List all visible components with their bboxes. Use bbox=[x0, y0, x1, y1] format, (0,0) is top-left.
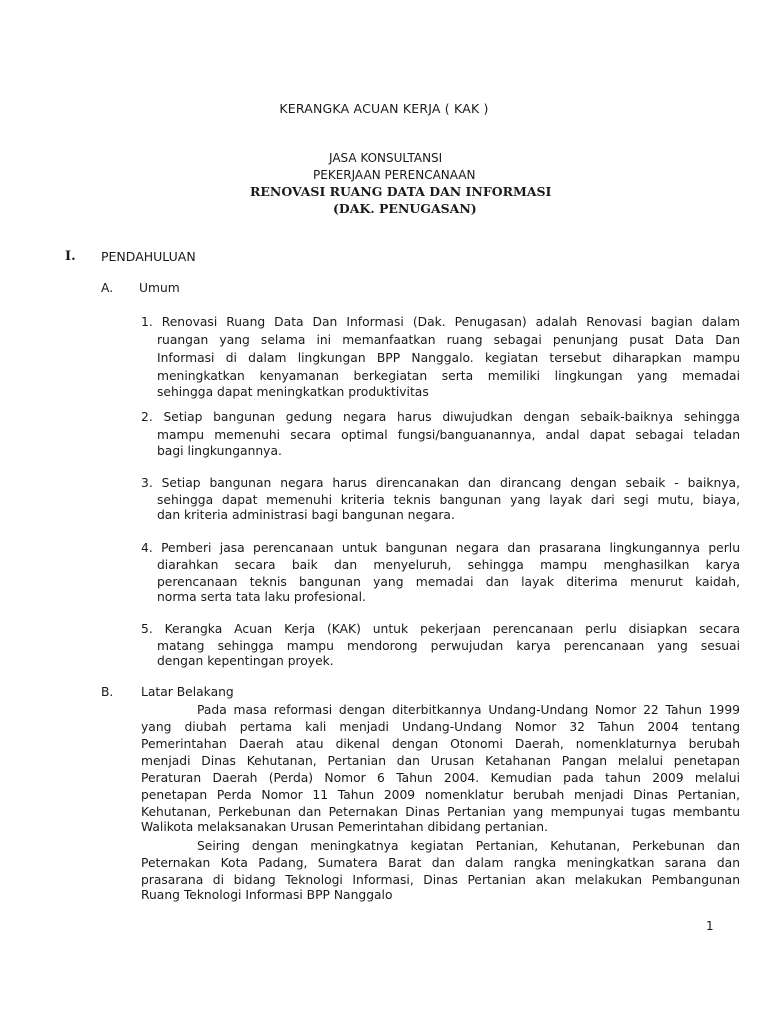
paragraph-line: Pada masa reformasi dengan diterbitkannya Undang-Undang Nomor 22 Tahun 1999 bbox=[197, 703, 740, 717]
list-item-5-line: matang sehingga mampu mendorong perwujudan karya perencanaan yang sesuai bbox=[157, 639, 740, 653]
section-number: I. bbox=[65, 249, 76, 264]
paragraph-line: Peternakan Kota Padang, Sumatera Barat dan dalam rangka meningkatkan sarana dan bbox=[141, 856, 740, 870]
subsection-letter-b: B. bbox=[101, 685, 114, 699]
list-item-4-line: diarahkan secara baik dan menyeluruh, sehingga mampu menghasilkan karya bbox=[157, 558, 740, 572]
paragraph-line: Seiring dengan meningkatnya kegiatan Pertanian, Kehutanan, Perkebunan dan bbox=[197, 839, 740, 853]
subtitle-renovasi: RENOVASI RUANG DATA DAN INFORMASI bbox=[250, 184, 552, 199]
subsection-title-umum: Umum bbox=[139, 281, 180, 295]
paragraph-line: prasarana di bidang Teknologi Informasi, Dinas Pertanian akan melakukan Pembangunan bbox=[141, 873, 740, 887]
list-item-1-line: sehingga dapat meningkatkan produktivitas bbox=[157, 385, 429, 399]
list-item-2-line: mampu memenuhi secara optimal fungsi/banguanannya, andal dapat sebagai teladan bbox=[157, 428, 740, 442]
list-item-3-line: 3. Setiap bangunan negara harus direncanakan dan dirancang dengan sebaik - baiknya, bbox=[141, 476, 740, 490]
paragraph-line: Ruang Teknologi Informasi BPP Nanggalo bbox=[141, 888, 393, 902]
paragraph-line: Walikota melaksanakan Urusan Pemerintahan dibidang pertanian. bbox=[141, 820, 549, 834]
list-item-3-line: dan kriteria administrasi bagi bangunan negara. bbox=[157, 508, 455, 522]
list-item-2-line: bagi lingkungannya. bbox=[157, 444, 282, 458]
subtitle-pekerjaan: PEKERJAAN PERENCANAAN bbox=[313, 168, 476, 182]
list-item-1-line: meningkatkan kenyamanan berkegiatan serta memiliki lingkungan yang memadai bbox=[157, 369, 740, 383]
paragraph-line: Kehutanan, Perkebunan dan Peternakan Dinas Pertanian yang mempunyai tugas membantu bbox=[141, 805, 740, 819]
subtitle-dak: (DAK. PENUGASAN) bbox=[333, 201, 477, 216]
list-item-1-line: 1. Renovasi Ruang Data Dan Informasi (Dak. Penugasan) adalah Renovasi bagian dalam bbox=[141, 315, 740, 329]
list-item-2-line: 2. Setiap bangunan gedung negara harus diwujudkan dengan sebaik-baiknya sehingga bbox=[141, 410, 740, 424]
list-item-4-line: 4. Pemberi jasa perencanaan untuk bangunan negara dan prasarana lingkungannya perlu bbox=[141, 541, 740, 555]
paragraph-line: yang diubah pertama kali menjadi Undang-Undang Nomor 32 Tahun 2004 tentang bbox=[141, 720, 740, 734]
list-item-5-line: dengan kepentingan proyek. bbox=[157, 654, 334, 668]
subsection-title-latar-belakang: Latar Belakang bbox=[141, 685, 234, 699]
paragraph-line: menjadi Dinas Kehutanan, Pertanian dan Urusan Ketahanan Pangan melalui penetapan bbox=[141, 754, 740, 768]
list-item-1-line: Informasi di dalam lingkungan BPP Nanggalo. kegiatan tersebut diharapkan mampu bbox=[157, 351, 740, 365]
subsection-letter-a: A. bbox=[101, 281, 114, 295]
list-item-3-line: sehingga dapat memenuhi kriteria teknis bangunan yang layak dari segi mutu, biaya, bbox=[157, 493, 740, 507]
list-item-1-line: ruangan yang selama ini memanfaatkan ruang sebagai penunjang pusat Data Dan bbox=[157, 333, 740, 347]
subtitle-jasa: JASA KONSULTANSI bbox=[329, 151, 443, 165]
document-title: KERANGKA ACUAN KERJA ( KAK ) bbox=[279, 101, 489, 116]
paragraph-line: penetapan Perda Nomor 11 Tahun 2009 nomenklatur berubah menjadi Dinas Pertanian, bbox=[141, 788, 740, 802]
list-item-5-line: 5. Kerangka Acuan Kerja (KAK) untuk pekerjaan perencanaan perlu disiapkan secara bbox=[141, 622, 740, 636]
list-item-4-line: norma serta tata laku profesional. bbox=[157, 590, 366, 604]
paragraph-line: Pemerintahan Daerah atau dikenal dengan Otonomi Daerah, nomenklaturnya berubah bbox=[141, 737, 740, 751]
list-item-4-line: perencanaan teknis bangunan yang memadai dan layak diterima menurut kaidah, bbox=[157, 575, 740, 589]
section-title: PENDAHULUAN bbox=[101, 249, 196, 264]
page-number: 1 bbox=[706, 919, 714, 933]
paragraph-line: Peraturan Daerah (Perda) Nomor 6 Tahun 2004. Kemudian pada tahun 2009 melalui bbox=[141, 771, 740, 785]
